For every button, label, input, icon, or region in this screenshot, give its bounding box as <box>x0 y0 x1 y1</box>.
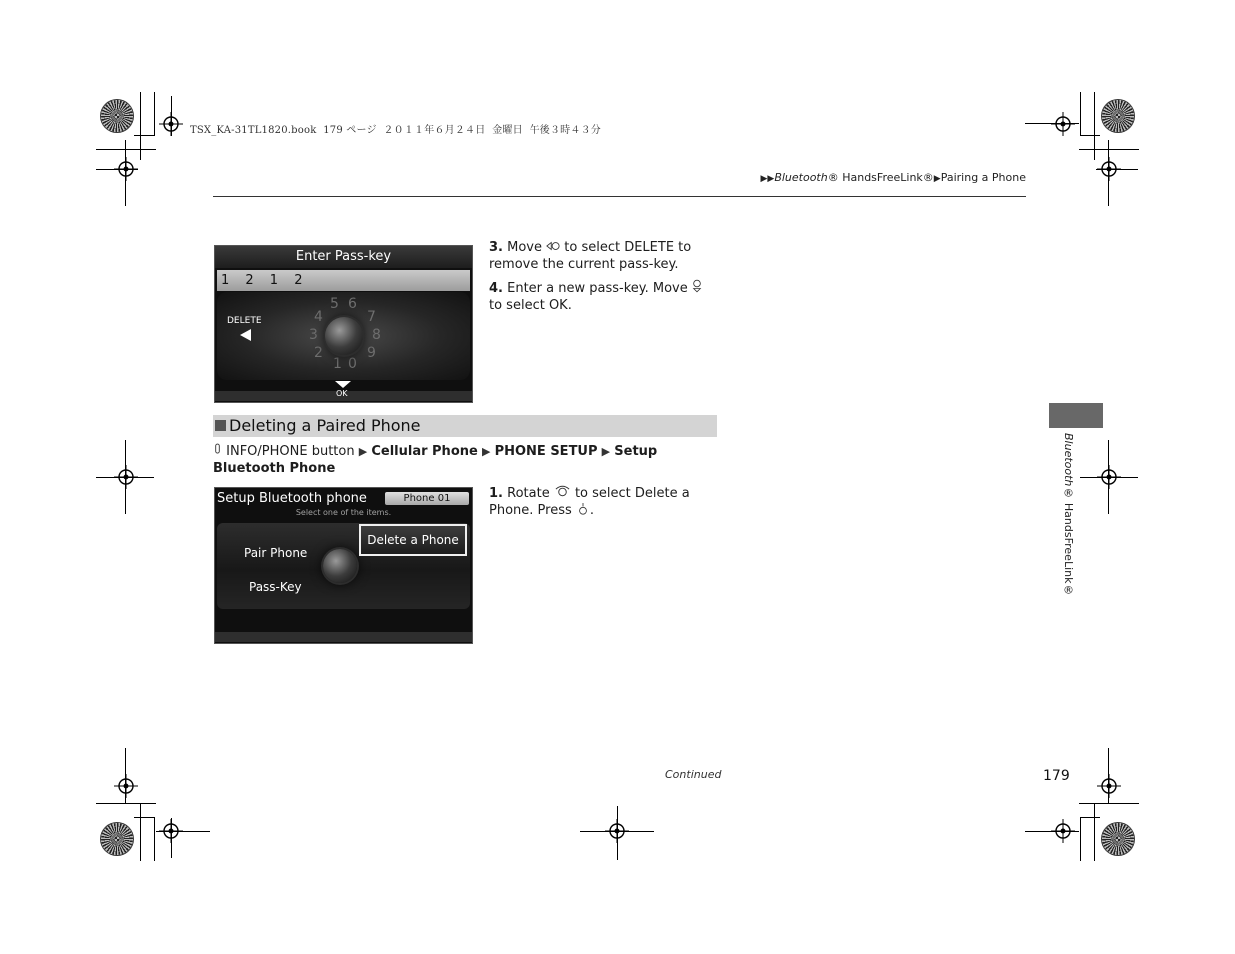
step-1 <box>489 484 714 519</box>
step-number: 3. <box>489 240 503 255</box>
step-number: 4. <box>489 281 503 296</box>
interface-dial-rotate-icon <box>554 484 571 498</box>
side-label-handsfreelink: ® HandsFreeLink® <box>1062 486 1075 597</box>
section-heading <box>213 415 717 437</box>
registration-rosette <box>1102 823 1134 855</box>
passkey-field: 1 2 1 2 <box>217 270 470 291</box>
crop-line <box>96 477 154 478</box>
side-label-bluetooth: Bluetooth <box>1062 433 1075 487</box>
breadcrumb-arrow-icon: ▶▶ <box>760 174 775 184</box>
crop-line <box>134 817 154 818</box>
ok-label[interactable]: OK <box>336 389 348 398</box>
dial-digit: 2 <box>314 345 323 361</box>
crop-line <box>1108 748 1109 804</box>
crop-line <box>1025 831 1079 832</box>
step-text: to select <box>560 240 625 255</box>
path-button: INFO/PHONE button <box>226 444 355 459</box>
side-chapter-tab <box>1049 403 1103 428</box>
left-arrow-icon <box>240 329 251 341</box>
dial-digit: 5 <box>330 296 339 312</box>
dial-digit: 7 <box>367 309 376 325</box>
step-text: Rotate <box>507 486 554 501</box>
crop-line <box>1096 169 1138 170</box>
crop-line <box>1094 803 1095 861</box>
crop-line <box>1079 149 1139 150</box>
path-arrow-icon: ▶ <box>481 445 491 458</box>
crop-line <box>171 96 172 136</box>
breadcrumb-part-bluetooth: Bluetooth <box>774 171 828 184</box>
menu-term-delete: DELETE <box>624 240 675 255</box>
crop-line <box>134 135 154 136</box>
step-text: Move <box>507 240 547 255</box>
crop-line <box>96 169 138 170</box>
dial-digit: 6 <box>348 296 357 312</box>
dial-digit: 4 <box>314 309 323 325</box>
menu-item-pass-key[interactable]: Pass-Key <box>249 580 302 594</box>
dial-digit: 8 <box>372 327 381 343</box>
setup-bluetooth-screen <box>214 487 473 644</box>
crop-line <box>617 806 618 860</box>
step-text: . <box>589 503 595 518</box>
menu-panel <box>217 523 470 609</box>
menu-item-pair-phone[interactable]: Pair Phone <box>244 546 308 560</box>
dial-digit: 1 <box>333 356 342 372</box>
step-3 <box>489 239 714 273</box>
button-press-icon <box>213 443 222 456</box>
dial-digit: 9 <box>367 345 376 361</box>
menu-term-delete-a-phone: Delete a Phone <box>489 486 690 518</box>
breadcrumb <box>760 171 1026 184</box>
dial-knob[interactable] <box>325 317 363 355</box>
crop-line <box>1080 92 1081 136</box>
step-text: to remove the current pass-key. <box>489 240 692 272</box>
crop-line <box>1080 135 1100 136</box>
step-text: Enter a new pass-key. Move <box>507 281 692 296</box>
crop-line <box>1080 817 1100 818</box>
interface-dial-down-icon <box>692 279 702 293</box>
continued-label: Continued <box>665 768 722 781</box>
menu-path <box>213 443 718 477</box>
crop-line <box>580 831 654 832</box>
crop-line <box>125 748 126 804</box>
crop-line <box>140 803 141 861</box>
crop-line <box>96 803 156 804</box>
menu-item-delete-a-phone[interactable]: Delete a Phone <box>359 524 467 556</box>
crop-line <box>96 149 156 150</box>
dial-digit: 3 <box>309 327 318 343</box>
registration-mark <box>1051 112 1075 136</box>
path-item: Cellular Phone <box>371 444 478 459</box>
dial-panel <box>217 292 470 380</box>
registration-rosette <box>1102 100 1134 132</box>
side-chapter-label <box>1062 433 1075 596</box>
phone-chip: Phone 01 <box>385 492 469 505</box>
registration-mark <box>114 774 138 798</box>
enter-passkey-screen <box>214 245 473 403</box>
header-rule <box>213 196 1026 197</box>
dial-knob[interactable] <box>323 549 357 583</box>
breadcrumb-part-pairing: Pairing a Phone <box>940 171 1026 184</box>
crop-line <box>125 140 126 206</box>
crop-line <box>171 818 172 858</box>
breadcrumb-arrow-icon: ▶ <box>933 174 941 184</box>
registration-mark <box>1097 774 1121 798</box>
crop-line <box>1025 123 1079 124</box>
dial-digit: 0 <box>348 356 357 372</box>
step-text: to select <box>570 486 635 501</box>
path-item: Setup Bluetooth Phone <box>213 444 658 476</box>
crop-line <box>1108 140 1109 206</box>
path-item: PHONE SETUP <box>494 444 598 459</box>
page-number: 179 <box>1043 768 1070 784</box>
crop-line <box>154 92 155 136</box>
registration-rosette <box>101 823 133 855</box>
crop-line <box>156 831 210 832</box>
screen-bottom-bar <box>215 632 472 642</box>
step-text: . Press <box>529 503 576 518</box>
registration-rosette <box>101 100 133 132</box>
print-header: TSX_KA-31TL1820.book 179 ページ ２０１１年６月２４日 金曜日 午後３時４３分 <box>190 125 601 136</box>
crop-line <box>154 817 155 861</box>
step-text: to select <box>489 298 549 313</box>
step-number: 1. <box>489 486 503 501</box>
interface-dial-left-icon <box>546 240 560 252</box>
crop-line <box>1079 803 1139 804</box>
step-text: . <box>567 298 572 313</box>
menu-term-ok: OK <box>548 298 568 313</box>
interface-dial-press-icon <box>576 503 590 515</box>
delete-label[interactable]: DELETE <box>227 316 262 326</box>
screen-title: Setup Bluetooth phone <box>217 491 367 506</box>
section-title: Deleting a Paired Phone <box>229 416 421 435</box>
step-4 <box>489 279 714 314</box>
crop-line <box>1080 477 1138 478</box>
screen-subtitle: Select one of the items. <box>295 508 392 517</box>
breadcrumb-part-handsfreelink: ® HandsFreeLink® <box>827 171 934 184</box>
path-arrow-icon: ▶ <box>601 445 611 458</box>
section-square-icon <box>215 420 226 431</box>
down-arrow-icon <box>335 381 351 388</box>
path-arrow-icon: ▶ <box>358 445 368 458</box>
screen-title: Enter Pass-key <box>215 246 472 268</box>
crop-line <box>1080 817 1081 861</box>
